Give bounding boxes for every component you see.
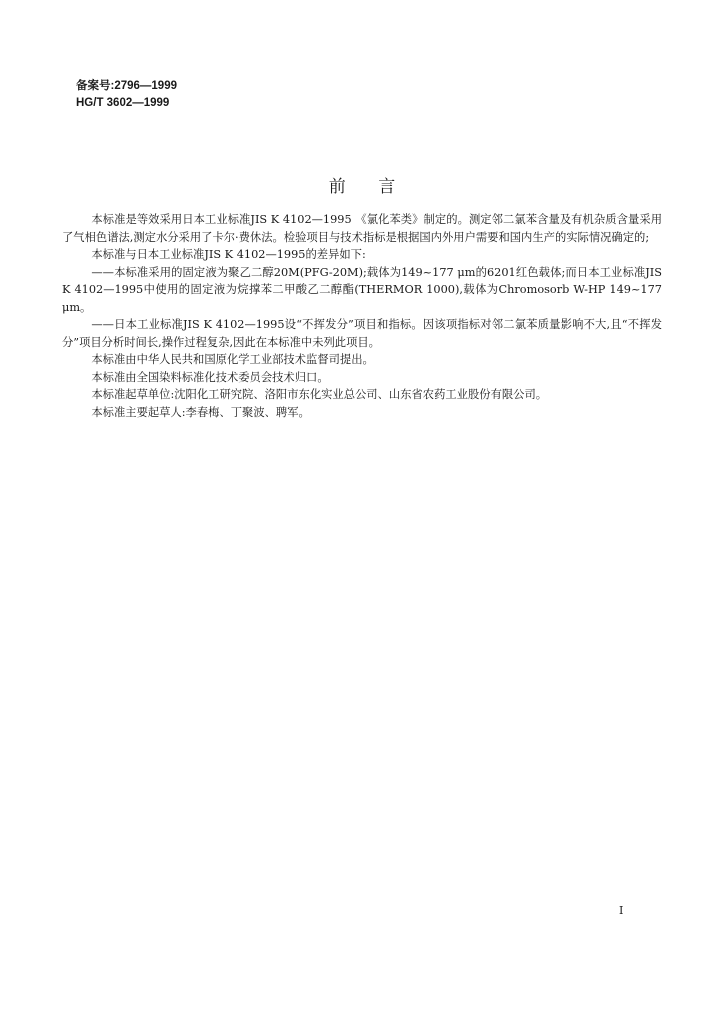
paragraph: 本标准起草单位:沈阳化工研究院、洛阳市东化实业总公司、山东省农药工业股份有限公司。 [91, 388, 548, 401]
paragraph: 本标准与日本工业标准JIS K 4102—1995的差异如下: [91, 248, 366, 261]
paragraph: 本标准主要起草人:李春梅、丁聚波、聘军。 [91, 405, 310, 419]
paragraph: ——本标准采用的固定液为聚乙二醇20M(PFG-20M);载体为149~177 μm的6201红色载体;而日本工业标准JIS K 4102—1995中使用的固定液为烷撑苯二甲酸乙二醇酯(THERMOR 1000),载体为Chromosorb W-HP 149~177 μm。 [62, 265, 662, 314]
paragraph: 本标准由全国染料标准化技术委员会技术归口。 [91, 370, 329, 384]
standard-code: HG/T 3602—1999 [76, 97, 170, 109]
document-header [76, 78, 177, 112]
paragraph: 本标准是等效采用日本工业标准JIS K 4102—1995 《氯化苯类》制定的。测定邻二氯苯含量及有机杂质含量采用了气相色谱法,测定水分采用了卡尔·费休法。检验项目与技术指标是根据国内外用户需要和国内生产的实际情况确定的; [62, 213, 662, 244]
paragraph: 本标准由中华人民共和国原化学工业部技术监督司提出。 [91, 353, 374, 366]
record-number: 备案号:2796—1999 [76, 80, 177, 92]
foreword-body [62, 211, 662, 421]
page-number: I [619, 904, 624, 917]
page-title: 前 言 [328, 177, 396, 197]
paragraph: ——日本工业标准JIS K 4102—1995设“不挥发分”项目和指标。因该项指标对邻二氯苯质量影响不大,且“不挥发分”项目分析时间长,操作过程复杂,因此在本标准中未列此项目。 [62, 318, 662, 349]
